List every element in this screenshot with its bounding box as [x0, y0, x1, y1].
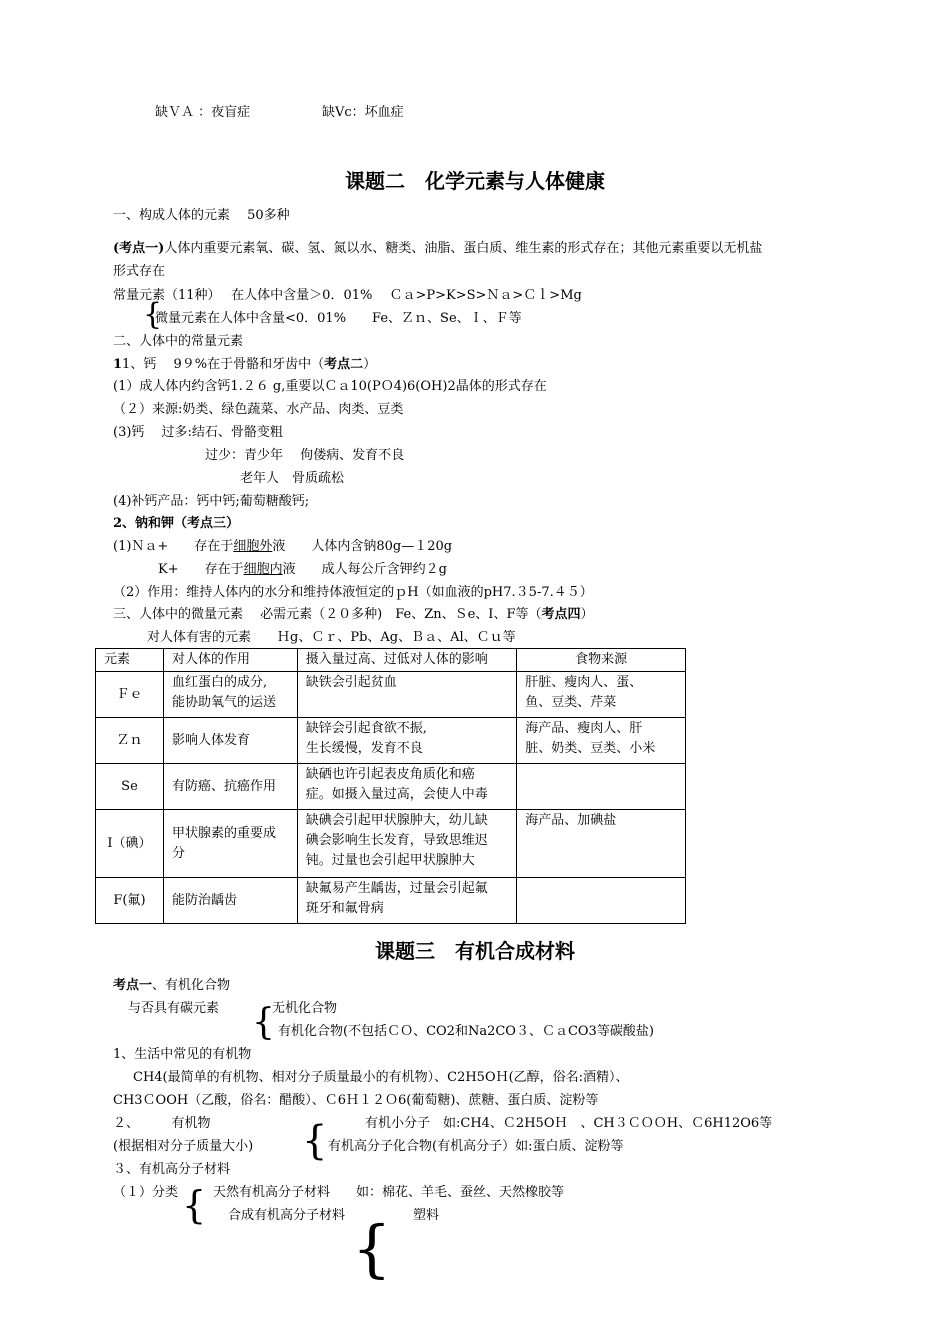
harmful-elements-line: 对人体有害的元素 Ｈg、Ｃｒ、Pb、Ag、Ｂａ、Al、Ｃｕ等	[147, 630, 516, 645]
carbon-criterion: 与否具有碳元素	[128, 1001, 220, 1016]
brace-icon: {	[143, 297, 163, 332]
organics-classification-title: ２、 有机物	[113, 1116, 211, 1131]
small-molecules: 有机小分子 如:CH4、Ｃ2H5OＨ 、CH３ＣＯＯH、Ｃ6H12O6等	[365, 1116, 773, 1131]
s3-kd1-line: 考点一、有机化合物	[113, 978, 231, 993]
table-header: 元素	[96, 649, 164, 672]
para-elements-count: 一、构成人体的元素 50多种	[113, 208, 290, 223]
vitamin-c-note: 缺Vc：坏血症	[322, 105, 404, 120]
calcium-title: 11、钙 9９%在于骨骼和牙齿中（考点二）	[113, 357, 377, 372]
plastic: 塑料	[413, 1208, 440, 1223]
element-table	[95, 648, 686, 924]
common-organics-title: 1、生活中常见的有机物	[113, 1047, 252, 1062]
calcium-line-2: （２）来源:奶类、绿色蔬菜、水产品、肉类、豆类	[113, 402, 404, 417]
weiliang-line: 微量元素在人体中含量<0．01% Fe、Ｚｎ、Se、Ｉ、Ｆ等	[155, 311, 522, 326]
table-row: F(氟) 能防治龋齿 缺氟易产生龋齿，过量会引起氟 斑牙和氟骨病	[96, 878, 686, 924]
inorganic-compound: 无机化合物	[272, 1001, 338, 1016]
table-header-row	[96, 649, 686, 672]
potassium-line: K+ 存在于细胞内液 成人每公斤含钾约２g	[158, 562, 447, 577]
classification-label: （１）分类	[113, 1185, 179, 1200]
brace-icon: {	[302, 1118, 328, 1164]
table-row: Ｆｅ 血红蛋白的成分, 能协助氧气的运送 缺铁会引起贫血 肝脏、瘦肉人、蛋、 鱼、豆类、芹菜	[96, 672, 686, 718]
na-k-title: 2、钠和钾（考点三）	[113, 516, 240, 531]
changliang-line: 常量元素（11种） 在人体中含量＞0．01% Ｃａ>P>K>S>Ｎａ>Ｃｌ>Mg	[113, 288, 582, 303]
macromolecules: 有机高分子化合物(有机高分子）如:蛋白质、淀粉等	[328, 1139, 624, 1154]
table-row: Se 有防癌、抗癌作用 缺硒也许引起表皮角质化和癌 症。如摄入量过高，会使人中毒	[96, 764, 686, 810]
natural-polymers: 天然有机高分子材料 如：棉花、羊毛、蚕丝、天然橡胶等	[213, 1185, 565, 1200]
common-organics-line-1: CH4(最简单的有机物、相对分子质量最小的有机物）、C2H5OＨ(乙醇，俗名:酒精）、	[133, 1070, 629, 1085]
classification-basis: (根据相对分子质量大小)	[113, 1139, 254, 1154]
section3-title: 课题三 有机合成材料	[375, 939, 575, 963]
brace-icon: {	[352, 1212, 392, 1285]
brace-icon: {	[182, 1183, 207, 1227]
calcium-line-1: (1）成人体内约含钙1.２６ g,重要以Ｃａ10(PＯ4)6(OH)2晶体的形式存在	[113, 379, 547, 394]
vitamin-a-note: 缺ＶＡ ：夜盲症	[155, 105, 251, 120]
sodium-line: (1)Ｎａ+ 存在于细胞外液 人体内含钠80g—１20g	[113, 539, 453, 554]
table-header: 对人体的作用	[163, 649, 297, 672]
kd1-text: 人体内重要元素氧、碳、氢、氮以水、糖类、油脂、蛋白质、维生素的形式存在；其他元素重要以无机盐	[164, 241, 763, 256]
kd1-label: (考点一)	[113, 241, 165, 256]
na-k-function: （2）作用：维持人体内的水分和维持体液恒定的ｐH（如血液的pH7.３5-7.４５）	[113, 585, 593, 600]
calcium-line-3: (3)钙 过多:结石、骨骼变粗	[113, 425, 283, 440]
kd1-line	[113, 240, 762, 258]
synthetic-polymers: 合成有机高分子材料	[228, 1208, 346, 1223]
common-organics-line-2: CH3ＣOOH（乙酸，俗名：醋酸）、Ｃ6Ｈ１２Ｏ6(葡萄糖)、蔗糖、蛋白质、淀粉等	[113, 1093, 599, 1108]
table-header: 食物来源	[517, 649, 686, 672]
section2-title: 课题二 化学元素与人体健康	[345, 169, 605, 193]
polymer-materials-title: ３、有机高分子材料	[113, 1162, 231, 1177]
para-major-elements: 二、人体中的常量元素	[113, 334, 244, 349]
calcium-line-3b: 过少：青少年 佝偻病、发育不良	[205, 448, 405, 463]
table-header: 摄入量过高、过低对人体的影响	[297, 649, 517, 672]
brace-icon: {	[252, 1002, 275, 1043]
calcium-line-4: (4)补钙产品：钙中钙;葡萄糖酸钙;	[113, 494, 310, 509]
table-row: I（碘） 甲状腺素的重要成 分 缺碘会引起甲状腺肿大，幼儿缺 碘会影响生长发育，导致思维迟 钝。过量也会引起甲状腺肿大 海产品、加碘盐	[96, 810, 686, 878]
table-row: Ｚｎ 影响人体发育 缺锌会引起食欲不振, 生长缓慢，发育不良 海产品、瘦肉人、肝 脏、奶类、豆类、小米	[96, 718, 686, 764]
trace-elements-line: 三、人体中的微量元素 必需元素（２０多种) Fe、Zn、Ｓe、I、F等（考点四）	[113, 607, 594, 622]
organic-compound: 有机化合物(不包括ＣＯ、CO2和Na2CO３、ＣａCO3等碳酸盐)	[278, 1024, 654, 1039]
calcium-line-3c: 老年人 骨质疏松	[240, 471, 345, 486]
kd1-continued: 形式存在	[113, 264, 166, 279]
